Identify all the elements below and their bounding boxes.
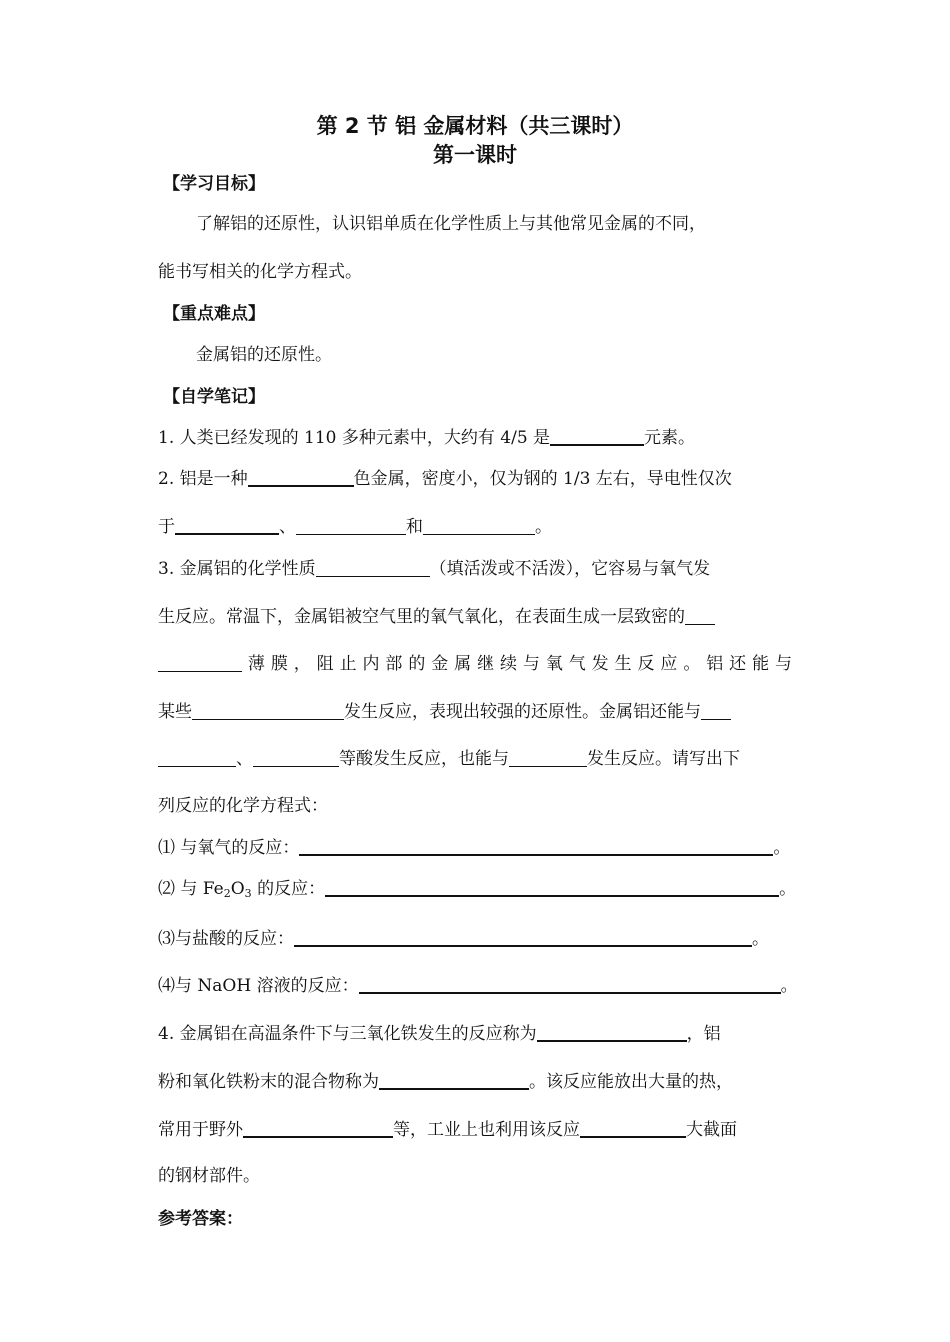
objectives-heading: 【学习目标】: [163, 174, 265, 194]
question-4-line2: 粉和氧化铁粉末的混合物称为 。该反应能放出大量的热，: [158, 1072, 733, 1092]
question-3-line3: 薄膜，阻止内部的金属继续与氧气发生反应。铝还能与: [158, 652, 792, 676]
question-4-line1: 4. 金属铝在高温条件下与三氧化铁发生的反应称为 ，铝: [158, 1024, 721, 1044]
page-title: 第 2 节 铝 金属材料（共三课时）: [316, 114, 634, 138]
answer-blank[interactable]: [294, 928, 752, 947]
answer-blank[interactable]: [685, 607, 715, 625]
answer-blank[interactable]: [299, 837, 773, 856]
answer-blank[interactable]: [158, 749, 236, 767]
answer-blank[interactable]: [423, 517, 535, 535]
question-2-line2: 于 、 和 。: [158, 517, 552, 537]
keypoints-heading: 【重点难点】: [163, 304, 265, 324]
answer-blank[interactable]: [379, 1071, 529, 1090]
objectives-text-line1: 了解铝的还原性，认识铝单质在化学性质上与其他常见金属的不同，: [196, 214, 706, 234]
answers-heading: 参考答案：: [158, 1209, 243, 1229]
equation-4: ⑷与 NaOH 溶液的反应： 。: [158, 976, 798, 996]
question-4-line4: 的钢材部件。: [158, 1166, 260, 1186]
question-1: 1. 人类已经发现的 110 多种元素中，大约有 4/5 是 元素。: [158, 428, 696, 448]
answer-blank[interactable]: [316, 559, 430, 577]
answer-blank[interactable]: [509, 749, 587, 767]
answer-blank[interactable]: [243, 1119, 393, 1138]
answer-blank[interactable]: [296, 517, 406, 535]
answer-blank[interactable]: [175, 516, 279, 535]
question-3-line6: 列反应的化学方程式：: [158, 796, 328, 816]
answer-blank[interactable]: [550, 427, 644, 446]
equation-3: ⑶与盐酸的反应： 。: [158, 929, 769, 949]
question-2-line1: 2. 铝是一种 色金属，密度小，仅为钢的 1/3 左右，导电性仅次: [158, 469, 732, 489]
question-4-line3: 常用于野外 等，工业上也利用该反应 大截面: [158, 1120, 737, 1140]
objectives-text-line2: 能书写相关的化学方程式。: [158, 262, 362, 282]
question-3-line5: 、 等酸发生反应，也能与 发生反应。请写出下: [158, 747, 798, 771]
keypoints-text: 金属铝的还原性。: [196, 345, 332, 365]
question-3-line2: 生反应。常温下，金属铝被空气里的氧气氧化，在表面生成一层致密的: [158, 605, 798, 629]
answer-blank[interactable]: [701, 702, 731, 720]
answer-blank[interactable]: [537, 1023, 687, 1042]
answer-blank[interactable]: [325, 878, 779, 897]
answer-blank[interactable]: [158, 654, 242, 672]
equation-1: ⑴ 与氧气的反应： 。: [158, 838, 791, 858]
answer-blank[interactable]: [248, 468, 354, 487]
page-subtitle: 第一课时: [433, 143, 517, 167]
notes-heading: 【自学笔记】: [163, 387, 265, 407]
answer-blank[interactable]: [580, 1119, 686, 1138]
question-3-line1: 3. 金属铝的化学性质 （填活泼或不活泼），它容易与氧气发: [158, 559, 711, 579]
question-3-line4: 某些 发生反应，表现出较强的还原性。金属铝还能与: [158, 700, 798, 724]
answer-blank[interactable]: [192, 702, 344, 720]
answer-blank[interactable]: [253, 749, 339, 767]
answer-blank[interactable]: [359, 975, 781, 994]
equation-2: ⑵ 与 $Fe_2O_3$ 的反应： 。: [158, 879, 797, 900]
